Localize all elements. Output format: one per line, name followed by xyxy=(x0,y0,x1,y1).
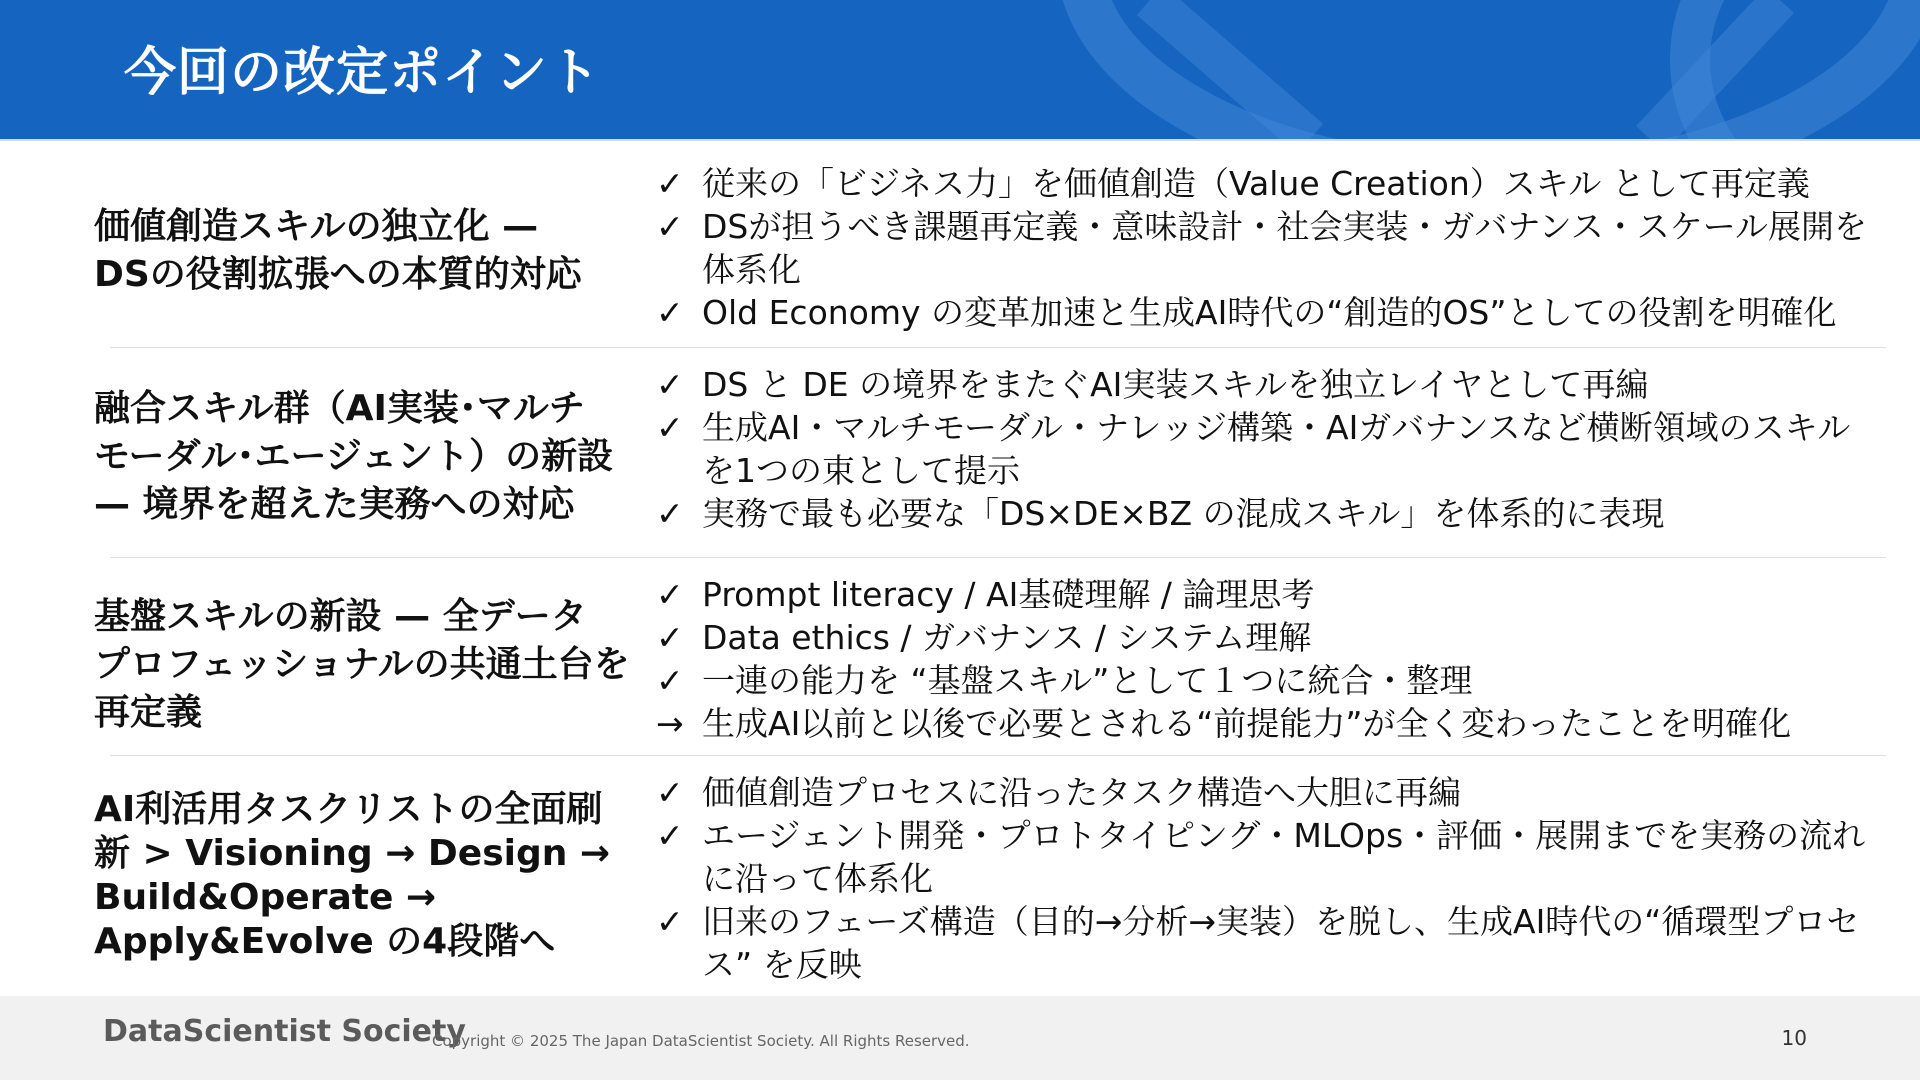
check-icon: ✓ xyxy=(656,816,684,855)
section-divider xyxy=(110,755,1886,756)
arrow-right-icon: → xyxy=(656,704,684,743)
section-title-line: 価値創造スキルの独立化 — xyxy=(94,206,539,247)
bullet-text: Old Economy の変革加速と生成AI時代の“創造的OS”としての役割を明確化 xyxy=(702,293,1837,332)
section-bullet-list xyxy=(656,771,1876,986)
list-item xyxy=(656,291,1876,334)
page-number: 10 xyxy=(1781,1026,1807,1050)
check-icon: ✓ xyxy=(656,661,684,700)
section-title-line: Build&Operate → xyxy=(94,877,437,918)
list-item xyxy=(656,573,1876,616)
page-title: 今回の改定ポイント xyxy=(124,43,602,103)
section-title-line: 再定義 xyxy=(94,692,203,733)
bullet-text: DS と DE の境界をまたぐAI実装スキルを独立レイヤとして再編 xyxy=(702,365,1649,404)
section-title-line: 融合スキル群（AI実装･マルチ xyxy=(94,388,585,429)
section-title-line: モーダル･エージェント）の新設 xyxy=(94,436,614,477)
section-title xyxy=(94,593,634,737)
section-title-line: Apply&Evolve の4段階へ xyxy=(94,921,556,962)
list-item xyxy=(656,814,1876,900)
bullet-text: 生成AI・マルチモーダル・ナレッジ構築・AIガバナンスなど横断領域のスキルを1つの束として提示 xyxy=(702,408,1851,490)
section-title-line: DSの役割拡張への本質的対応 xyxy=(94,254,582,295)
section-bullet-list xyxy=(656,162,1876,334)
list-item xyxy=(656,900,1876,986)
section-title xyxy=(94,788,634,964)
slide-header xyxy=(0,0,1920,139)
section-bullet-list xyxy=(656,573,1876,745)
list-item xyxy=(656,406,1876,492)
check-icon: ✓ xyxy=(656,773,684,812)
bullet-text: 一連の能力を “基盤スキル”として１つに統合・整理 xyxy=(702,661,1473,700)
copyright-text: Copyright © 2025 The Japan DataScientist Society. All Rights Reserved. xyxy=(432,1032,970,1050)
header-divider xyxy=(0,139,1920,141)
list-item xyxy=(656,363,1876,406)
bullet-text: 生成AI以前と以後で必要とされる“前提能力”が全く変わったことを明確化 xyxy=(702,704,1792,743)
section-title-line: 新 > Visioning → Design → xyxy=(94,833,611,874)
list-item xyxy=(656,659,1876,702)
check-icon: ✓ xyxy=(656,575,684,614)
bullet-text: 従来の「ビジネス力」を価値創造（Value Creation）スキル として再定義 xyxy=(702,164,1810,203)
bullet-text: 実務で最も必要な「DS×DE×BZ の混成スキル」を体系的に表現 xyxy=(702,494,1665,533)
bullet-text: 価値創造プロセスに沿ったタスク構造へ大胆に再編 xyxy=(702,773,1461,812)
list-item xyxy=(656,492,1876,535)
slide-footer xyxy=(0,996,1920,1080)
brand-logo: DataScientist Society xyxy=(103,1014,466,1049)
section-title-line: — 境界を超えた実務への対応 xyxy=(94,484,575,525)
bullet-text: Prompt literacy / AI基礎理解 / 論理思考 xyxy=(702,575,1315,614)
bullet-text: エージェント開発・プロトタイピング・MLOps・評価・展開までを実務の流れに沿って体系化 xyxy=(702,816,1866,898)
section-divider xyxy=(110,347,1886,348)
list-item xyxy=(656,702,1876,745)
check-icon: ✓ xyxy=(656,207,684,246)
section-title xyxy=(94,385,634,529)
section-divider xyxy=(110,557,1886,558)
list-item xyxy=(656,205,1876,291)
bullet-text: 旧来のフェーズ構造（目的→分析→実装）を脱し、生成AI時代の“循環型プロセス” を反映 xyxy=(702,902,1860,984)
check-icon: ✓ xyxy=(656,618,684,657)
bullet-text: DSが担うべき課題再定義・意味設計・社会実装・ガバナンス・スケール展開を体系化 xyxy=(702,207,1868,289)
check-icon: ✓ xyxy=(656,408,684,447)
section-title xyxy=(94,203,634,299)
list-item xyxy=(656,616,1876,659)
section-bullet-list xyxy=(656,363,1876,535)
list-item xyxy=(656,771,1876,814)
bullet-text: Data ethics / ガバナンス / システム理解 xyxy=(702,618,1312,657)
list-item xyxy=(656,162,1876,205)
section-title-line: AI利活用タスクリストの全面刷 xyxy=(94,789,603,830)
check-icon: ✓ xyxy=(656,902,684,941)
section-title-line: プロフェッショナルの共通土台を xyxy=(94,644,630,685)
check-icon: ✓ xyxy=(656,494,684,533)
check-icon: ✓ xyxy=(656,365,684,404)
section-title-line: 基盤スキルの新設 — 全データ xyxy=(94,596,587,637)
check-icon: ✓ xyxy=(656,293,684,332)
check-icon: ✓ xyxy=(656,164,684,203)
